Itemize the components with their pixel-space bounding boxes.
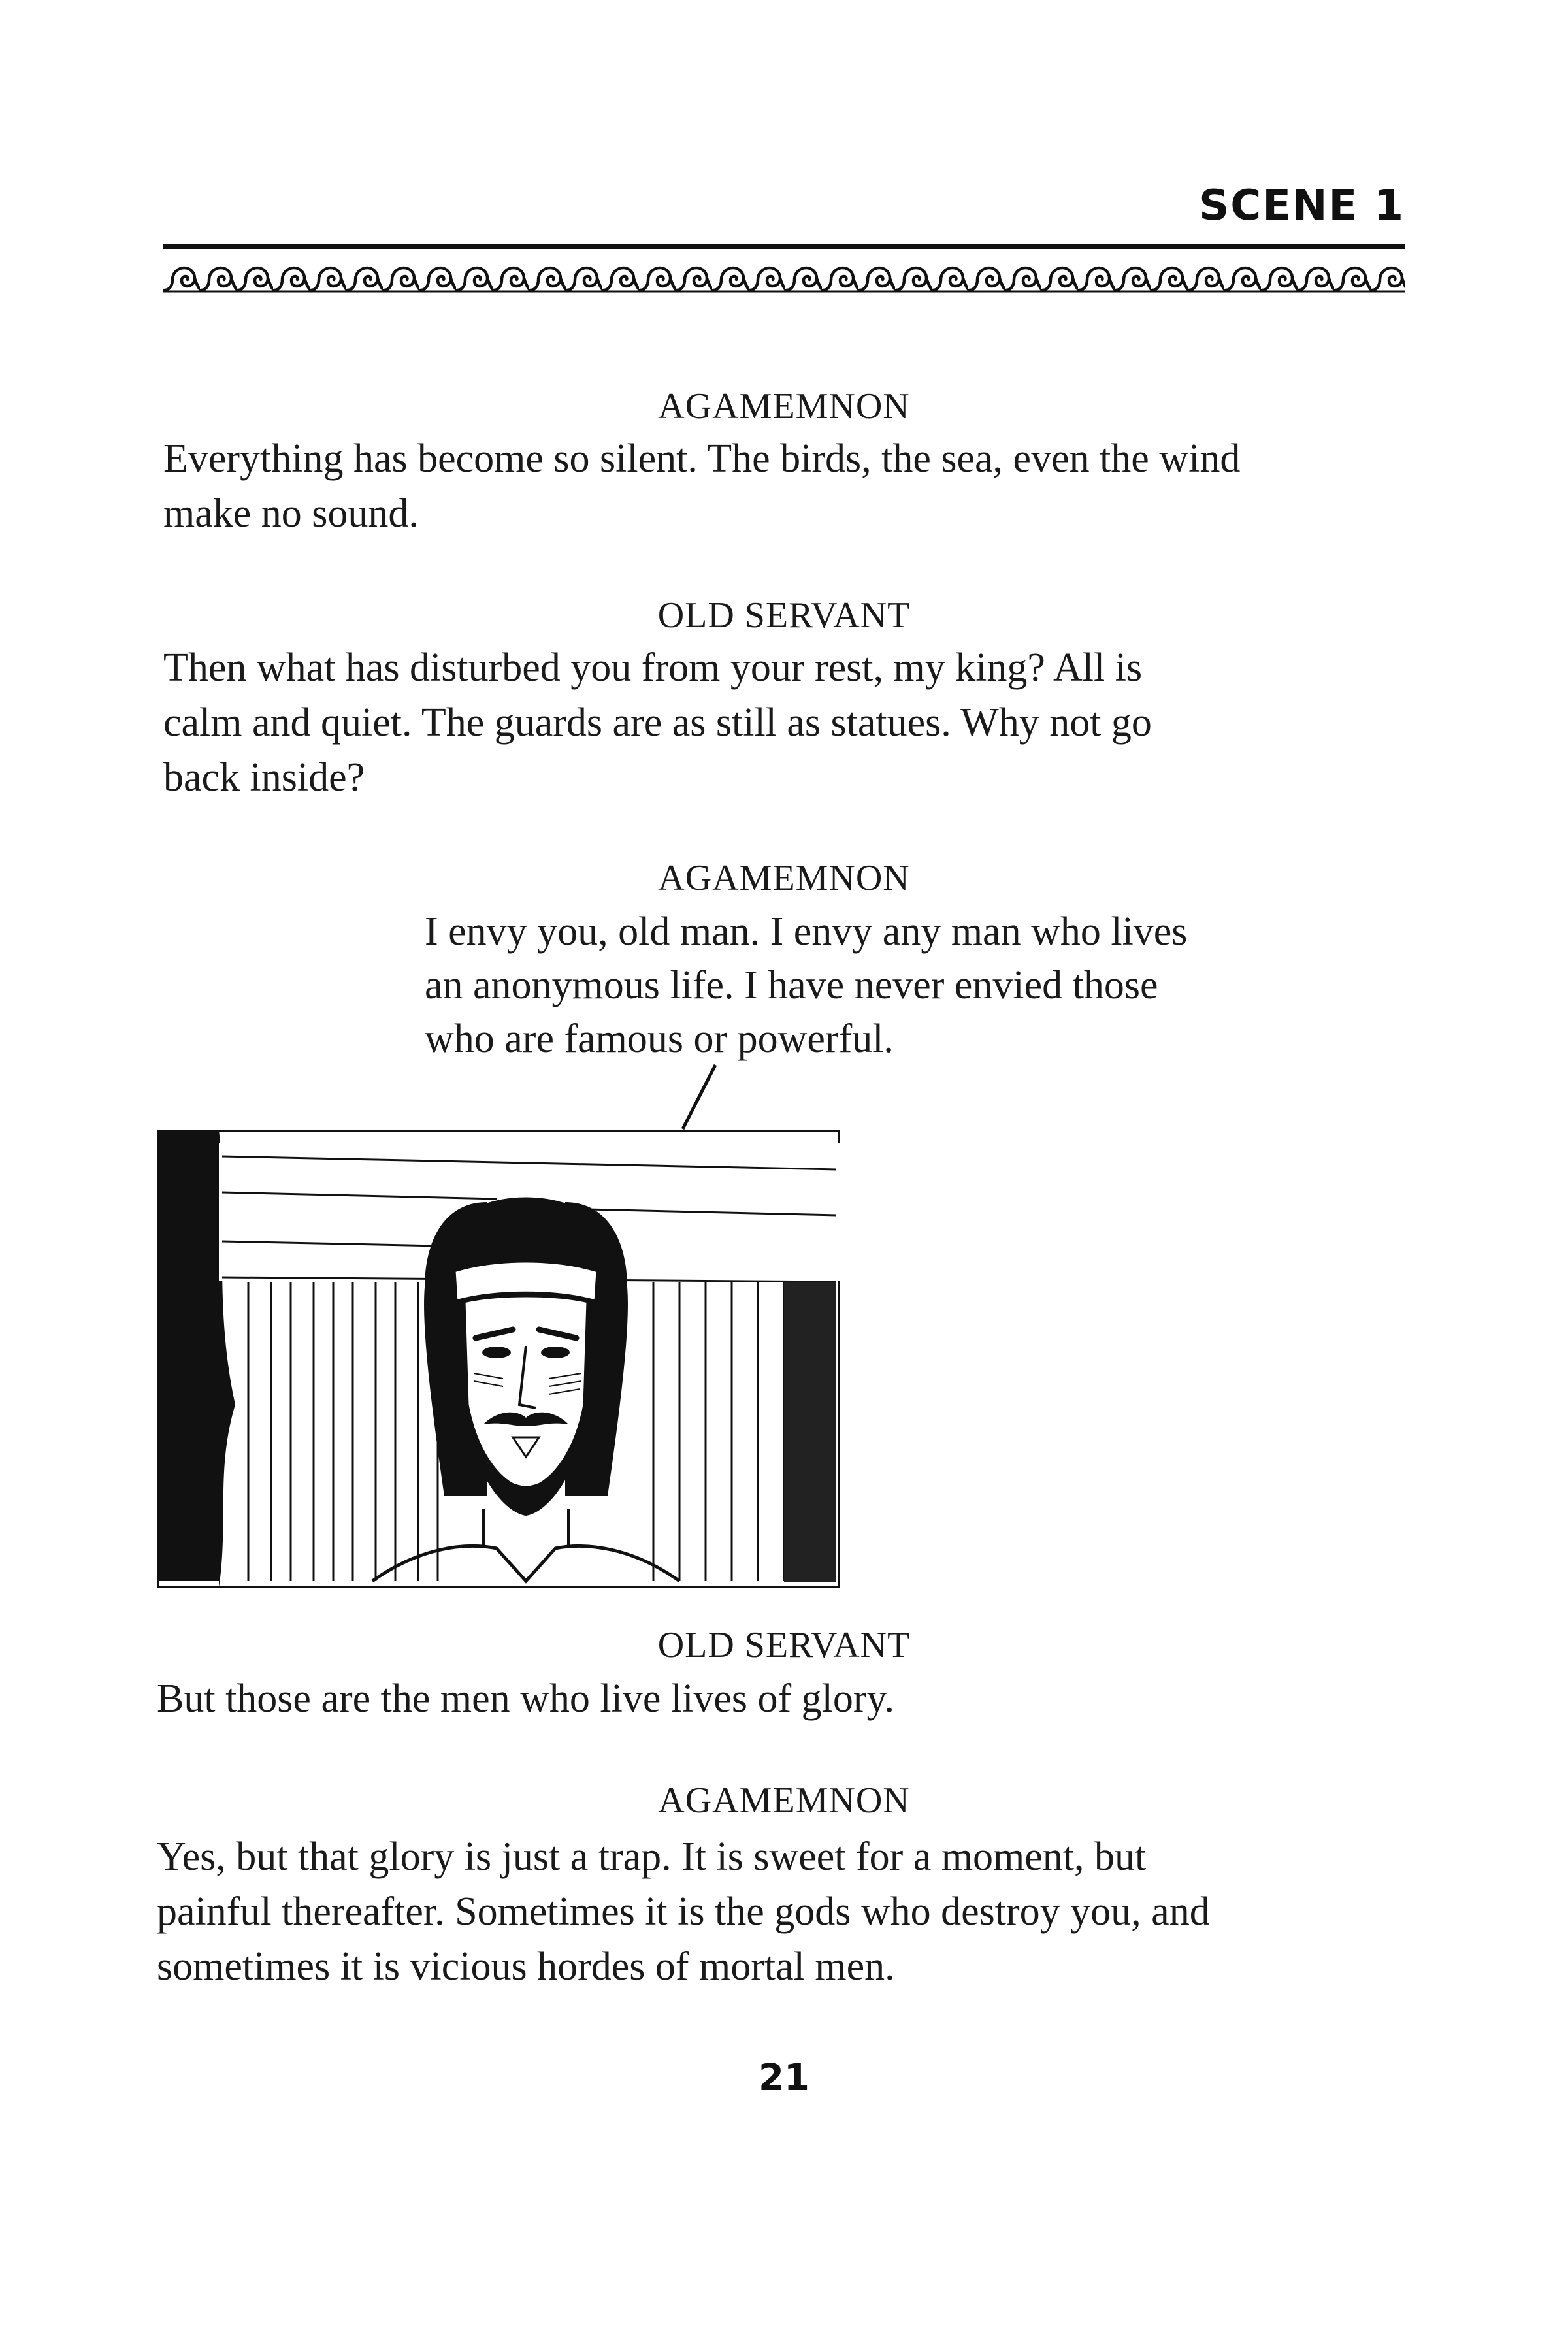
speaker-agamemnon: AGAMEMNON [658, 1780, 910, 1821]
dialogue-line: Everything has become so silent. The birds, the sea, even the wind [163, 436, 1241, 481]
dialogue-line: sometimes it is vicious hordes of mortal men. [157, 1944, 895, 1989]
dialogue-line: calm and quiet. The guards are as still as statues. Why not go [163, 700, 1152, 745]
header-rule [163, 244, 1405, 249]
agamemnon-illustration [157, 1130, 840, 1588]
dialogue-line: Yes, but that glory is just a trap. It is sweet for a moment, but [157, 1835, 1147, 1879]
page-number: 21 [759, 2057, 809, 2099]
dialogue-line: back inside? [163, 755, 365, 800]
speaker-old-servant: OLD SERVANT [657, 1625, 911, 1665]
dialogue-line: But those are the men who live lives of glory. [157, 1676, 894, 1721]
speech-tail [653, 1058, 732, 1137]
greek-key-border [163, 260, 1405, 298]
dialogue-line: an anonymous life. I have never envied those [425, 963, 1158, 1007]
dialogue-line: who are famous or powerful. [425, 1017, 894, 1061]
dialogue-line: painful thereafter. Sometimes it is the gods who destroy you, and [157, 1889, 1210, 1934]
dialogue-line: Then what has disturbed you from your rest, my king? All is [163, 645, 1143, 690]
dialogue-line: I envy you, old man. I envy any man who lives [425, 909, 1188, 954]
dialogue-line: make no sound. [163, 491, 419, 536]
speaker-agamemnon: AGAMEMNON [658, 858, 910, 898]
speaker-agamemnon: AGAMEMNON [658, 386, 910, 427]
speaker-old-servant: OLD SERVANT [657, 595, 911, 636]
scene-title: SCENE 1 [1199, 182, 1405, 230]
